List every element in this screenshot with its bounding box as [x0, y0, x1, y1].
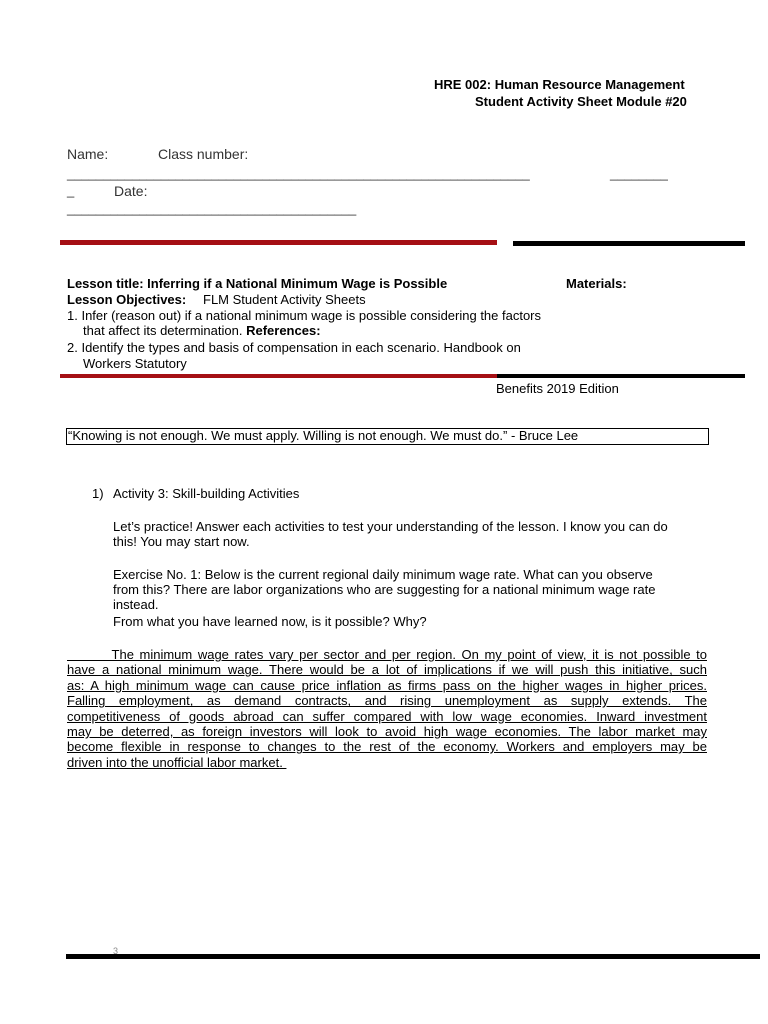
references-label: References: [246, 323, 321, 338]
name-label: Name: [67, 146, 109, 162]
answer-line-3: as: A high minimum wage can cause price inflation as firms pass on the higher wages in higher prices. [67, 677, 707, 693]
objective-1-line1: 1. Infer (reason out) if a national minimum wage is possible considering the factors [67, 308, 542, 323]
red-rule-top [60, 240, 497, 245]
objective-1-line2-text: that affect its determination. [83, 323, 243, 338]
answer-line-2: have a national minimum wage. There would be a lot of implications if we will push this initiative, such [67, 662, 707, 678]
answer-line-6: may be deterred, as foreign investors will look to avoid high wage economies. The labor market may [67, 724, 707, 740]
answer-line-4: Falling employment, as demand contracts, and rising unemployment as supply extends. The [67, 693, 707, 709]
quote-box [66, 428, 709, 445]
intro-line-1: Let’s practice! Answer each activities to test your understanding of the lesson. I know you can do [113, 519, 668, 534]
page-number: 3 [113, 946, 119, 956]
objective-2-line2: Workers Statutory [83, 356, 187, 371]
answer-line-1: The minimum wage rates vary per sector and per region. On my point of view, it is not possible to [67, 647, 707, 662]
intro-line-2: this! You may start now. [113, 534, 250, 549]
objective-2-line1: 2. Identify the types and basis of compensation in each scenario. Handbook on [67, 340, 521, 355]
class-number-label: Class number: [158, 146, 249, 162]
materials-label: Materials: [566, 276, 627, 291]
date-underline: ________________________________________ [67, 201, 357, 216]
exercise-line-3: instead. [113, 597, 159, 612]
class-number-underline: ________ [610, 166, 668, 181]
footer-rule [66, 954, 760, 959]
red-rule-mid [60, 374, 497, 378]
name-underline-tick: _ [67, 183, 75, 198]
activity-title: Activity 3: Skill-building Activities [113, 486, 300, 501]
module-title: Student Activity Sheet Module #20 [475, 94, 687, 109]
materials-value: FLM Student Activity Sheets [203, 292, 366, 307]
answer-line-5: competitiveness of goods abroad can suffer compared with low wage economies. Inward investment [67, 708, 707, 724]
lesson-title: Lesson title: Inferring if a National Minimum Wage is Possible [67, 276, 448, 291]
activity-number: 1) [92, 486, 104, 501]
answer-line-8: driven into the unofficial labor market. [67, 754, 287, 770]
black-rule-top [513, 241, 745, 246]
exercise-line-1: Exercise No. 1: Below is the current regional daily minimum wage rate. What can you observe [113, 567, 653, 582]
answer-paragraph [67, 647, 707, 770]
exercise-line-2: from this? There are labor organizations who are suggesting for a national minimum wage rate [113, 582, 656, 597]
date-label: Date: [114, 183, 148, 199]
black-rule-mid [497, 374, 745, 378]
reference-continued: Benefits 2019 Edition [496, 381, 619, 396]
exercise-line-4: From what you have learned now, is it possible? Why? [113, 614, 427, 629]
objectives-label: Lesson Objectives: [67, 292, 187, 307]
course-title: HRE 002: Human Resource Management [434, 77, 685, 92]
objective-1-line2 [83, 323, 321, 338]
answer-line-7: become flexible in response to changes to the rest of the economy. Workers and employers may be [67, 739, 707, 755]
name-underline: ________________________________________________________________ [67, 166, 530, 181]
quote-text: “Knowing is not enough. We must apply. Willing is not enough. We must do.” - Bruce Lee [68, 428, 579, 443]
